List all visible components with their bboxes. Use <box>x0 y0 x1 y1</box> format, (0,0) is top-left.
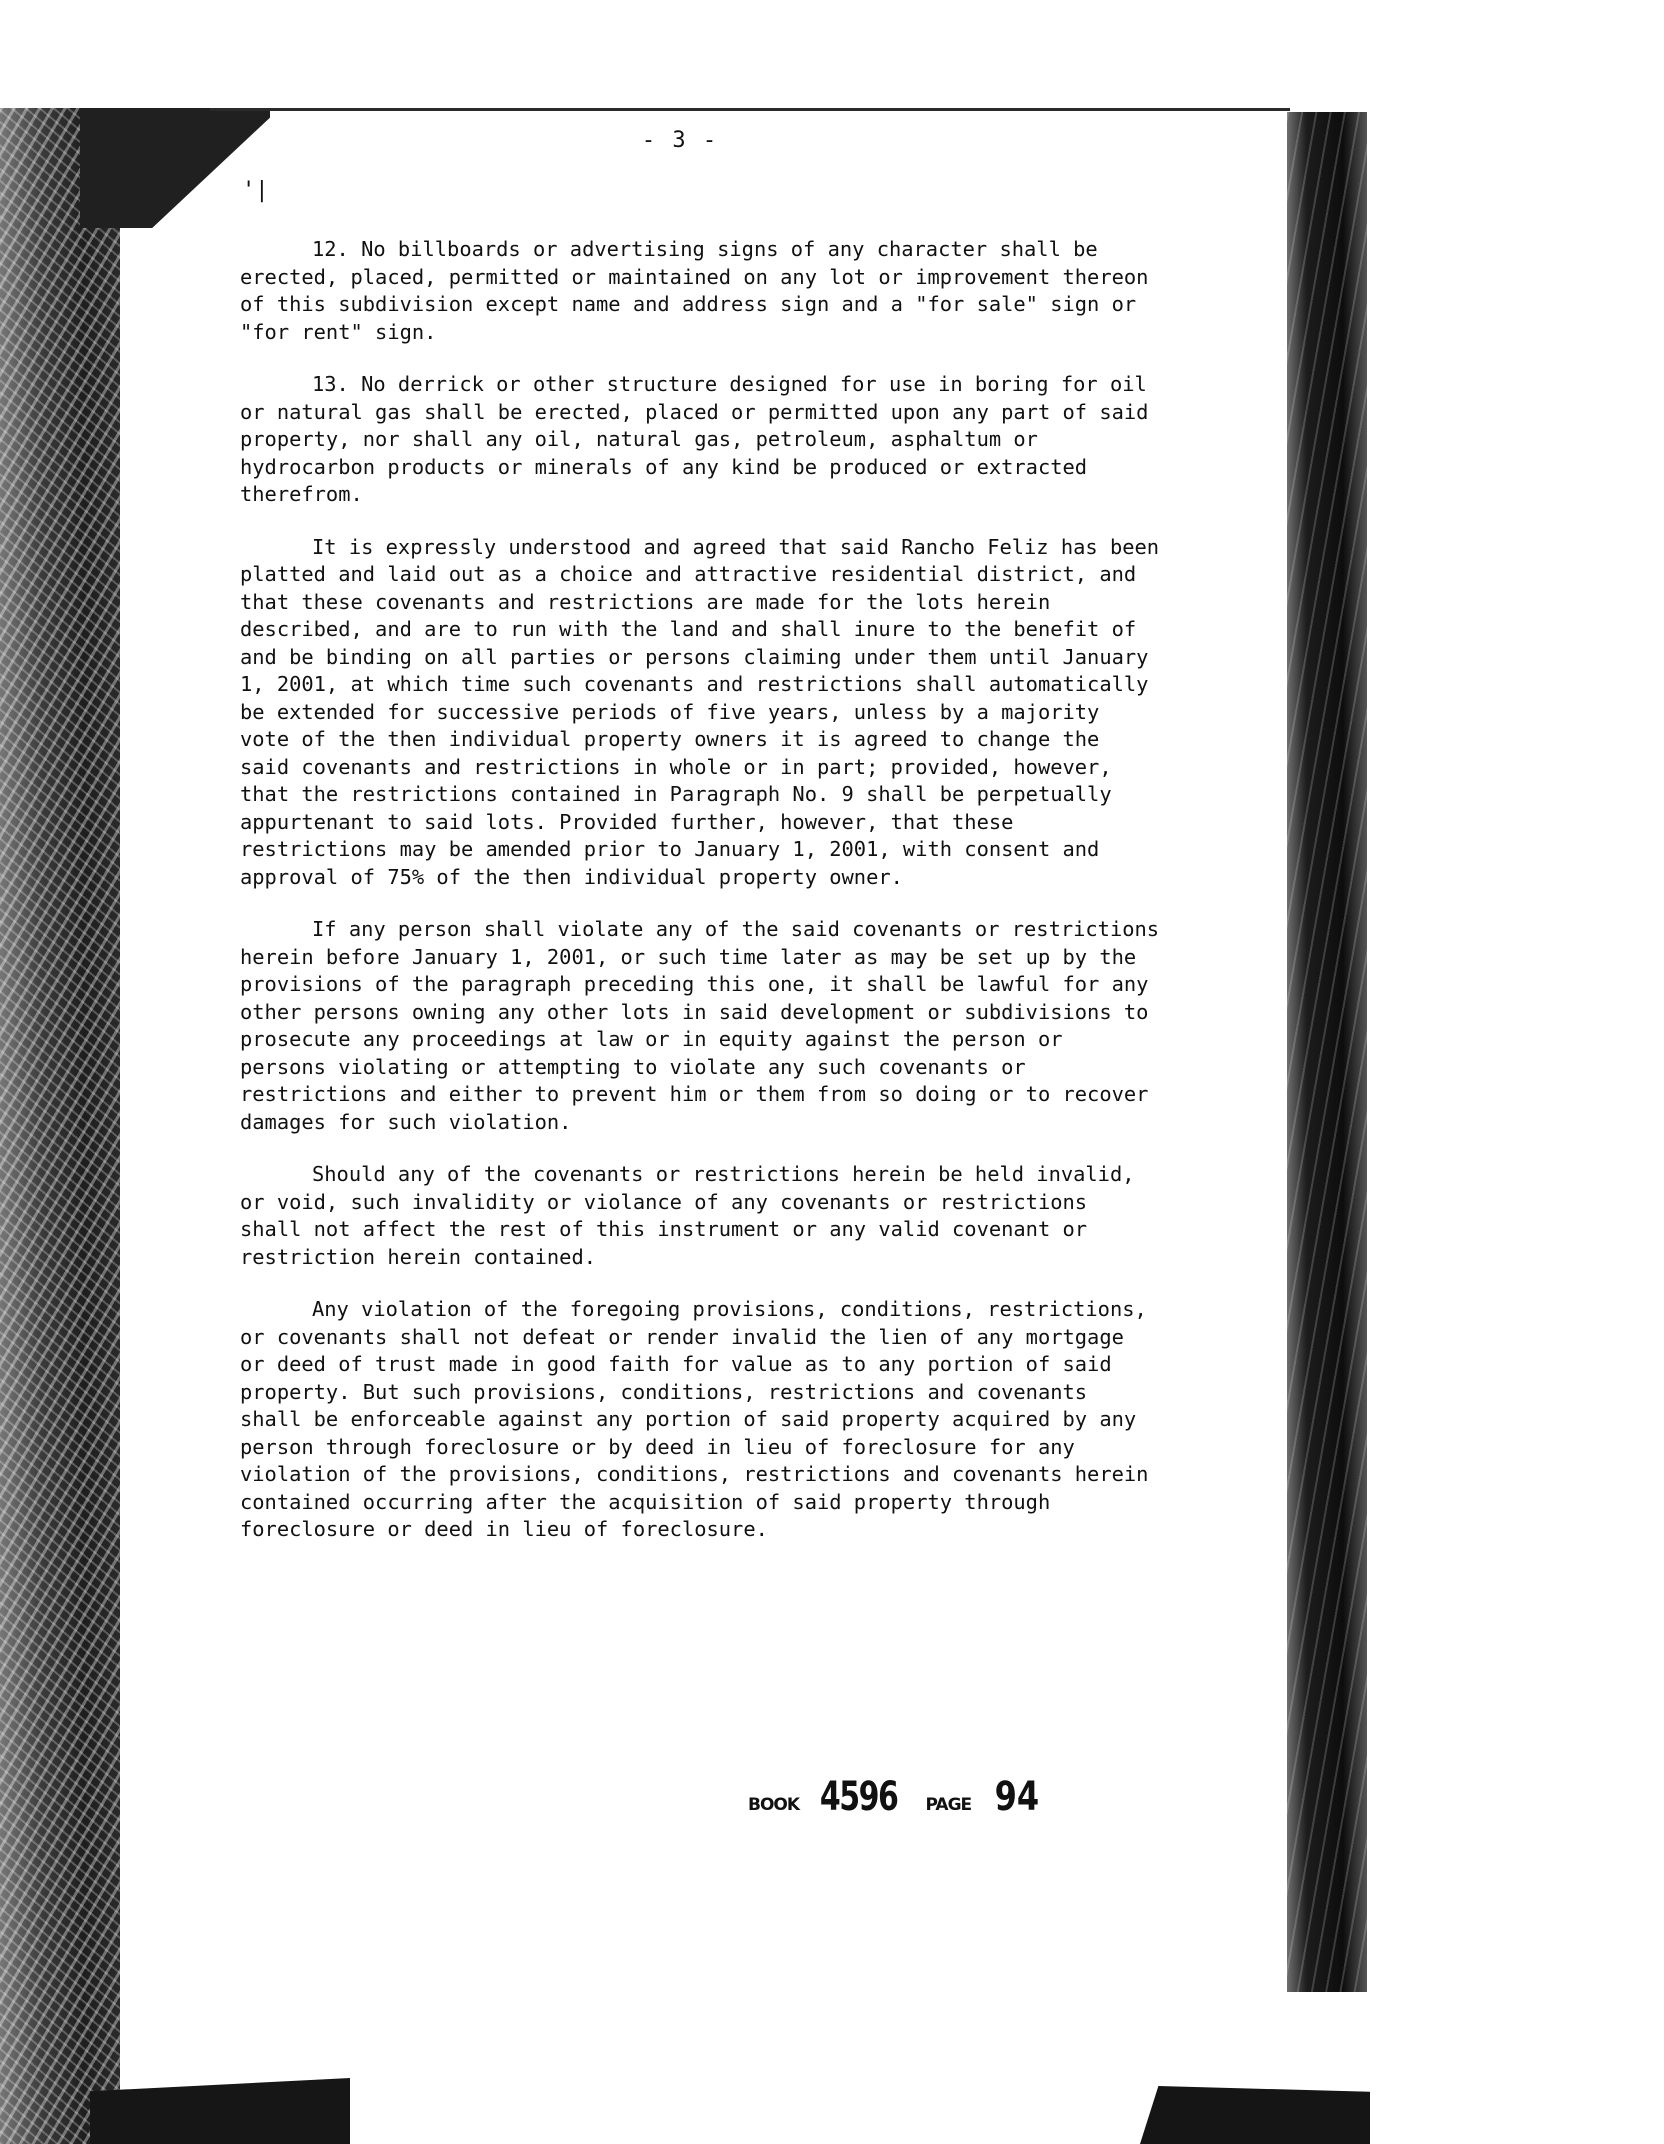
scan-shadow-left <box>0 108 120 2144</box>
scan-shadow-right <box>1287 112 1367 1992</box>
recording-page-number: 94 <box>994 1774 1039 1820</box>
scan-shadow-bottom-right <box>1140 2086 1370 2144</box>
page-number: - 3 - <box>641 128 719 153</box>
stray-mark: '| <box>242 178 269 203</box>
recording-stamp <box>748 1774 1044 1820</box>
scan-shadow-bottom-left <box>90 2078 350 2144</box>
paragraph-severability: Should any of the covenants or restrictions herein be held invalid, or void, such invalidity or violance of any covenants or restrictions shall not affect the rest of this instrument or any valid covenant or restriction herein contained. <box>240 1162 1135 1269</box>
page-top-edge <box>210 108 1290 111</box>
scan-shadow-corner <box>80 108 270 228</box>
paragraph-covenants-duration: It is expressly understood and agreed that said Rancho Feliz has been platted and laid out as a choice and attractive residential district, and that these covenants and restrictions are made for the lots herein described, and are to run with the land and shall inure to the benefit of and be binding on all parties or persons claiming under them until January 1, 2001, at which time such covenants and restrictions shall automatically be extended for successive periods of five years, unless by a majority vote of the then individual property owners it is agreed to change the said covenants and restrictions in whole or in part; provided, however, that the restrictions contained in Paragraph No. 9 shall be perpetually appurtenant to said lots. Provided further, however, that these restrictions may be amended prior to January 1, 2001, with consent and approval of 75% of the then individual property owner. <box>240 534 1160 889</box>
paragraph-mortgage-lien: Any violation of the foregoing provisions, conditions, restrictions, or covenants shall not defeat or render invalid the lien of any mortgage or deed of trust made in good faith for value as to any portion of said property. But such provisions, conditions, restrictions and covenants shall be enforceable against any portion of said property acquired by any person through foreclosure or by deed in lieu of foreclosure for any violation of the provisions, conditions, restrictions and covenants herein contained occurring after the acquisition of said property through foreclosure or deed in lieu of foreclosure. <box>240 1297 1149 1541</box>
book-label: BOOK <box>748 1795 800 1815</box>
page-label: PAGE <box>925 1795 972 1815</box>
document-body <box>240 236 1160 1569</box>
paragraph-derrick: 13. No derrick or other structure designed for use in boring for oil or natural gas shall be erected, placed or permitted upon any part of said property, nor shall any oil, natural gas, petroleum, asphaltum or hydrocarbon products or minerals of any kind be produced or extracted therefrom. <box>240 372 1149 506</box>
paragraph-billboards: 12. No billboards or advertising signs of any character shall be erected, placed, permitted or maintained on any lot or improvement thereon of this subdivision except name and address sign and a "for sale" sign or "for rent" sign. <box>240 237 1149 344</box>
paragraph-violation-enforcement: If any person shall violate any of the said covenants or restrictions herein before January 1, 2001, or such time later as may be set up by the provisions of the paragraph preceding this one, it shall be lawful for any other persons owning any other lots in said development or subdivisions to prosecute any proceedings at law or in equity against the person or persons violating or attempting to violate any such covenants or restrictions and either to prevent him or them from so doing or to recover damages for such violation. <box>240 917 1160 1134</box>
book-number: 4596 <box>819 1774 898 1820</box>
